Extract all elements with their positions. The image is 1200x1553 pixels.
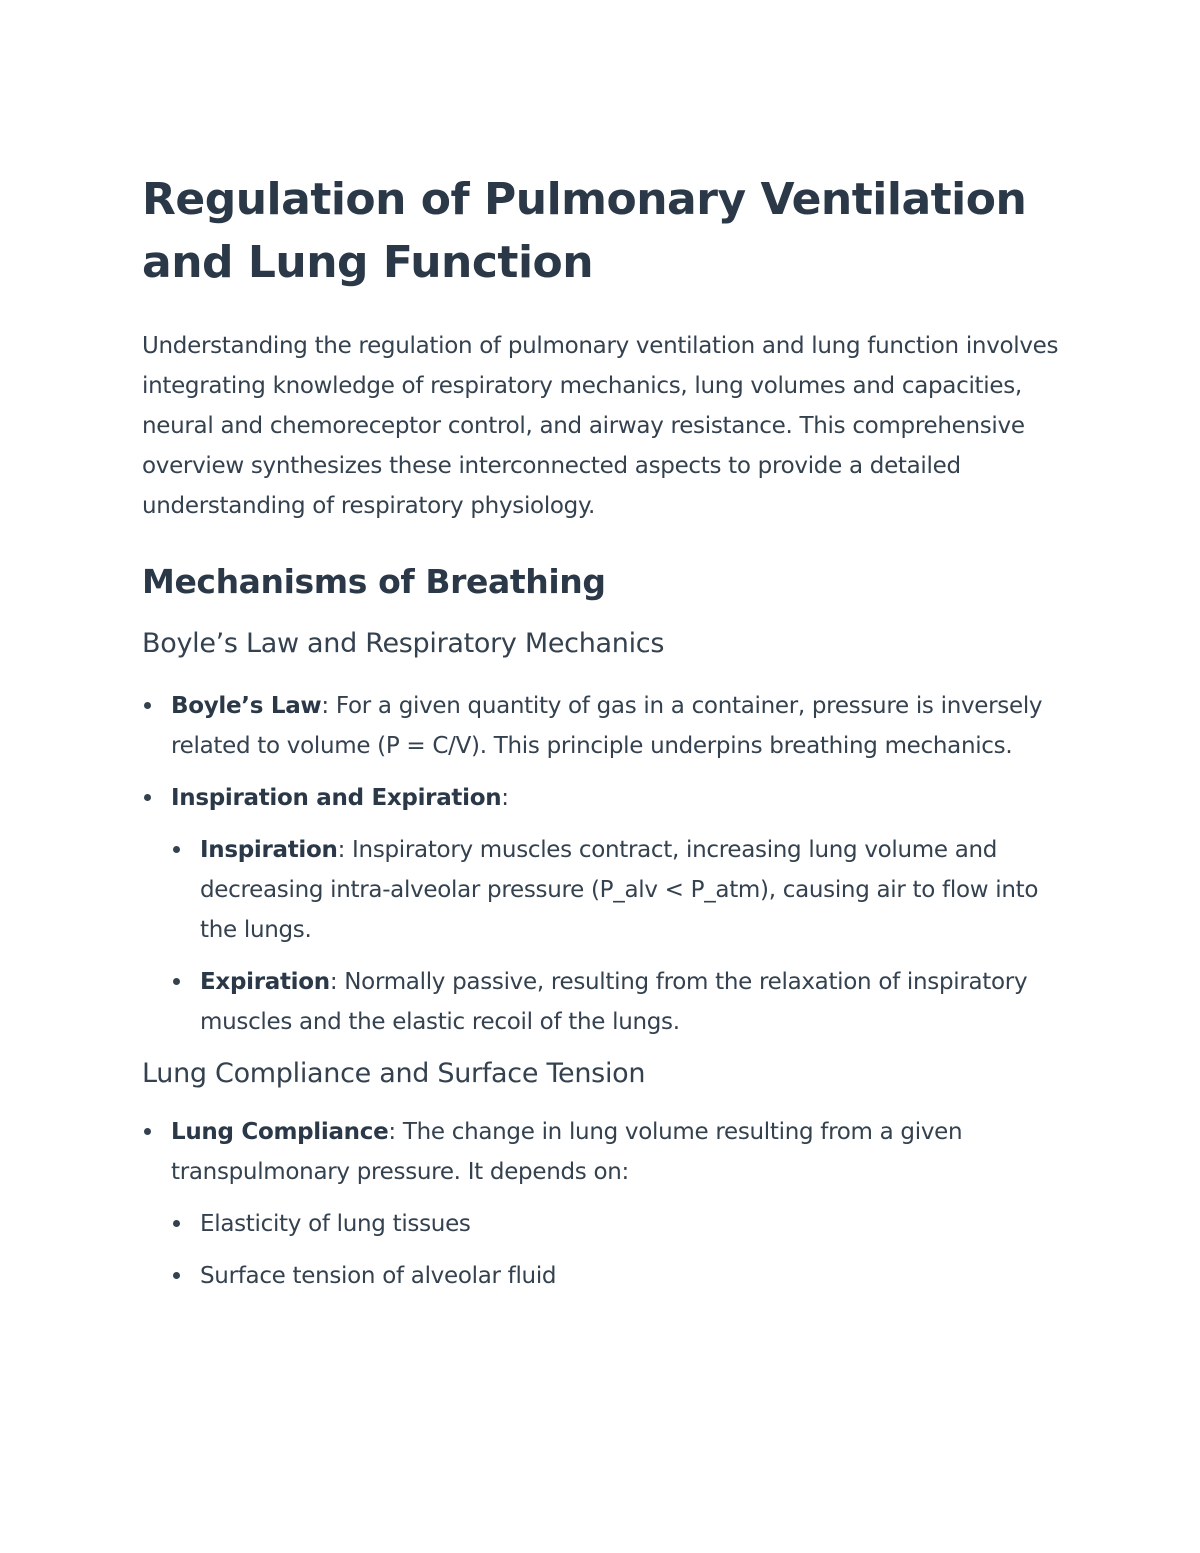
- section-heading-mechanisms: Mechanisms of Breathing: [142, 562, 606, 601]
- list-item-lung-compliance: [142, 1112, 1072, 1296]
- list-item-elasticity: [171, 1204, 1072, 1244]
- subsection-heading-boyles-law: Boyle’s Law and Respiratory Mechanics: [142, 628, 665, 659]
- document-title: Regulation of Pulmonary Ventilation and Lung Function: [142, 174, 1027, 288]
- document-page: [142, 168, 1072, 1308]
- definition-inspiration: : Inspiratory muscles contract, increasing lung volume and decreasing intra-alveolar pressure (P_alv < P_atm), causing air to flow into the lungs.: [200, 837, 1039, 943]
- list-item-inspiration-expiration: [142, 778, 1072, 1042]
- bullet-list-boyles: [142, 686, 1072, 1042]
- term-inspiration-expiration: Inspiration and Expiration: [171, 785, 502, 811]
- list-item-boyles-law: [142, 686, 1072, 766]
- colon-inspiration-expiration: :: [501, 785, 509, 811]
- nested-list-compliance-factors: [171, 1204, 1072, 1296]
- term-expiration: Expiration: [200, 969, 330, 995]
- text-surface-tension: Surface tension of alveolar fluid: [200, 1263, 557, 1289]
- list-item-expiration: [171, 962, 1072, 1042]
- bullet-icon: [173, 846, 180, 853]
- bullet-icon: [173, 1220, 180, 1227]
- nested-list-inspiration-expiration: [171, 830, 1072, 1042]
- term-lung-compliance: Lung Compliance: [171, 1119, 389, 1145]
- list-item-inspiration: [171, 830, 1072, 950]
- term-inspiration: Inspiration: [200, 837, 338, 863]
- intro-paragraph: Understanding the regulation of pulmonary ventilation and lung function involves integrating knowledge of respiratory mechanics, lung volumes and capacities, neural and chemoreceptor control, and airway resistance. This comprehensive overview synthesizes these interconnected aspects to provide a detailed understanding of respiratory physiology.: [142, 333, 1059, 519]
- definition-boyles-law: : For a given quantity of gas in a container, pressure is inversely related to volume (P = C/V). This principle underpins breathing mechanics.: [171, 693, 1043, 759]
- bullet-icon: [173, 1272, 180, 1279]
- bullet-icon: [144, 1128, 151, 1135]
- subsection-heading-lung-compliance: Lung Compliance and Surface Tension: [142, 1058, 646, 1089]
- bullet-icon: [144, 702, 151, 709]
- term-boyles-law: Boyle’s Law: [171, 693, 322, 719]
- bullet-list-compliance: [142, 1112, 1072, 1296]
- bullet-icon: [173, 978, 180, 985]
- definition-expiration: : Normally passive, resulting from the relaxation of inspiratory muscles and the elastic recoil of the lungs.: [200, 969, 1028, 1035]
- list-item-surface-tension: [171, 1256, 1072, 1296]
- text-elasticity: Elasticity of lung tissues: [200, 1211, 471, 1237]
- bullet-icon: [144, 794, 151, 801]
- definition-lung-compliance: : The change in lung volume resulting from a given transpulmonary pressure. It depends on:: [171, 1119, 963, 1185]
